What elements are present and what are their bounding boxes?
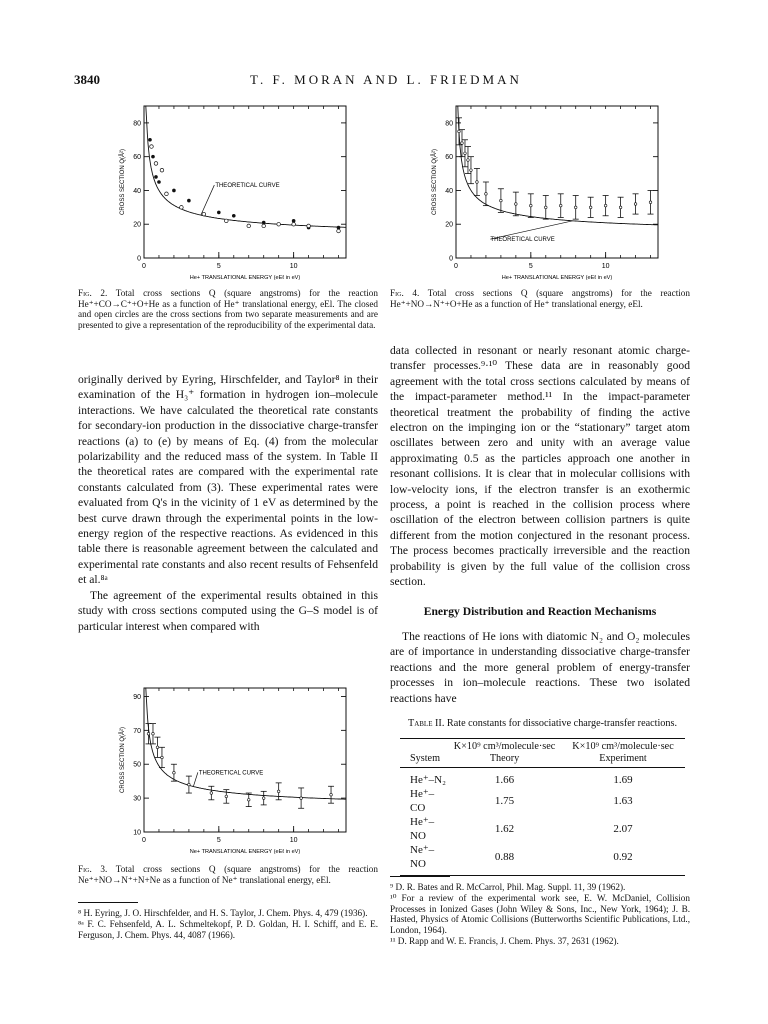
data-point — [467, 159, 470, 162]
y-tick-label: 80 — [445, 120, 453, 128]
x-tick-label: 0 — [454, 263, 458, 270]
closed-data-point — [172, 189, 176, 193]
table-row — [400, 787, 685, 815]
table-2 — [400, 718, 685, 876]
data-point — [574, 206, 577, 209]
data-point — [262, 797, 265, 800]
footnote-10: ¹⁰ For a review of the experimental work see, E. W. McDaniel, Collision Processes in Ionized Gases (John Wiley & Sons, Inc., New York, 1964); J. B. Hasted, Physics of Atomic Collisions (Butterworths Scientific Publications, Ltd., London, 1964). — [390, 892, 690, 936]
footnote-9: ⁹ D. R. Bates and R. McCarrol, Phil. Mag. Suppl. 11, 39 (1962). — [390, 882, 626, 892]
table-cell: 1.63 — [613, 795, 633, 807]
footnote-8a: ⁸ᵃ F. C. Fehsenfeld, A. L. Schmeltekopf, P. D. Goldan, H. I. Schiff, and E. E. Ferguson, J. Chem. Phys. 44, 4087 (1966). — [78, 918, 378, 940]
left-paragraph-1: originally derived by Eyring, Hirschfelder, and Taylor⁸ in their examination of the H₃⁺ formation in hydrogen ion–molecule interactions. We have calculated the theoretical rate constants for secondary-ion production in the dissociative charge-transfer reactions (a) to (e) by means of Eq. (4) from the molecular polarizability and the reduced mass of the system. In Table II the theoretical rates are compared with the experimental rate constants calculated from (3). These experimental rates were evaluated from Q's in the vicinity of 1 eV as determined by the best curve drawn through the experimental points in the low-energy region of the respective reactions. As evidenced in this table there is reasonable agreement between the calculated and experimental rate constants and also recent results of Fehsenfeld et al.⁸ᵃ — [78, 373, 378, 587]
y-tick-label: 60 — [133, 154, 141, 162]
table-row — [400, 815, 685, 843]
table-row — [400, 843, 685, 871]
x-axis-label: He+ TRANSLATIONAL ENERGY (eEℓ in eV) — [189, 275, 301, 281]
table-cell: 0.92 — [613, 851, 633, 863]
data-point — [173, 771, 176, 774]
data-point — [152, 732, 155, 735]
y-tick-label: 90 — [133, 693, 141, 701]
table-cell: 1.69 — [613, 774, 633, 786]
closed-data-point — [217, 211, 221, 215]
figure-3-caption-label: Fig. 3. — [78, 864, 108, 874]
data-point — [247, 799, 250, 802]
x-tick-label: 5 — [216, 837, 221, 844]
table-cell: 1.75 — [494, 795, 515, 807]
data-point — [476, 181, 479, 184]
plot-frame — [144, 688, 346, 832]
theoretical-curve — [146, 688, 346, 799]
open-data-point — [160, 168, 164, 172]
closed-data-point — [232, 214, 236, 218]
curve-label: THEORETICAL CURVE — [198, 770, 264, 777]
open-data-point — [180, 206, 184, 210]
data-point — [147, 732, 150, 735]
y-axis-label: CROSS SECTION Q(Å²) — [120, 148, 126, 216]
right-paragraph-1: data collected in resonant or nearly resonant atomic charge-transfer processes.⁹·¹⁰ These data are in reasonably good agreement with the total cross sections calculated by means of the impact-parameter method.¹¹ In the impact-parameter theoretical treatment the probability of finding the active electron on the impinging ion or the “stationary” target atom oscillates between zero and unity with an average value approximating 0.5 as the particles approach one another in resonant collisions. It is clear that in molecular collisions with low-velocity ions, if the electron transfer is an exothermic process, a point is reached in the collision process where oscillation of the electron between collision partners is quite different from the motion conjectured in the resonant process. The process becomes practically irreversible and the reaction probability is given by the full value of the collision cross section. — [390, 344, 690, 589]
y-tick-label: 50 — [133, 761, 141, 769]
data-point — [210, 792, 213, 795]
data-point — [530, 204, 533, 207]
data-point — [464, 152, 467, 155]
data-point — [649, 201, 652, 204]
table-cell: He⁺–CO — [410, 788, 435, 814]
figure-3-chart — [78, 678, 378, 856]
open-data-point — [165, 192, 169, 196]
closed-data-point — [187, 199, 191, 203]
data-point — [559, 204, 562, 207]
data-point — [300, 797, 303, 800]
open-data-point — [154, 162, 158, 166]
footnote-8: ⁸ H. Eyring, J. O. Hirschfelder, and H. S. Taylor, J. Chem. Phys. 4, 479 (1936). — [78, 908, 368, 918]
y-tick-label: 30 — [133, 795, 141, 803]
closed-data-point — [154, 175, 158, 179]
data-point — [544, 206, 547, 209]
data-point — [589, 206, 592, 209]
data-point — [225, 795, 228, 798]
x-tick-label: 0 — [142, 263, 146, 270]
data-point — [604, 204, 607, 207]
open-data-point — [262, 224, 266, 228]
left-paragraph-2: The agreement of the experimental results obtained in this study with cross sections computed using the G–S model is of particular interest when compared with — [78, 588, 378, 633]
right-column — [390, 343, 690, 706]
closed-data-point — [151, 155, 155, 159]
x-tick-label: 0 — [142, 837, 146, 844]
x-tick-label: 10 — [289, 837, 298, 844]
running-head: T. F. MORAN AND L. FRIEDMAN — [250, 72, 522, 87]
figure-2-caption-text: Total cross sections Q (square angstroms) for the reaction He⁺+CO→C⁺+O+He as a function of He⁺ translational energy, eEl. The closed and open circles are the cross sections from two separate measurements and are presented to give a representation of the reproducibility of the experimental data. — [78, 288, 378, 330]
y-axis-label: CROSS SECTION Q(Å²) — [120, 726, 126, 794]
left-footnote-rule — [78, 902, 138, 903]
open-data-point — [277, 222, 281, 226]
data-point — [277, 790, 280, 793]
left-footnotes — [78, 908, 378, 940]
open-data-point — [150, 145, 154, 149]
open-data-point — [247, 224, 251, 228]
y-axis-label: CROSS SECTION Q(Å²) — [432, 148, 438, 216]
data-point — [634, 203, 637, 206]
figure-2-chart — [78, 96, 378, 282]
table-cell: 2.07 — [613, 823, 633, 835]
table-row — [400, 768, 685, 788]
x-axis-label: He+ TRANSLATIONAL ENERGY (eEℓ in eV) — [501, 275, 613, 281]
y-tick-label: 40 — [445, 187, 453, 195]
data-point — [458, 130, 461, 133]
table-cell: 1.62 — [494, 823, 515, 835]
curve-leader — [201, 185, 214, 215]
table-2-title-text: Rate constants for dissociative charge-transfer reactions. — [446, 718, 677, 729]
open-data-point — [307, 224, 311, 228]
table-header-theory: K×10⁹ cm³/molecule·sec Theory — [453, 741, 556, 764]
curve-leader — [193, 772, 197, 786]
data-point — [470, 169, 473, 172]
table-2-grid — [400, 738, 685, 871]
x-axis-label: Ne+ TRANSLATIONAL ENERGY (eEℓ in eV) — [189, 849, 301, 855]
table-2-title — [400, 718, 685, 730]
table-header-experiment: K×10⁹ cm³/molecule·sec Experiment — [572, 741, 674, 764]
table-cell: He⁺–NO — [410, 816, 435, 842]
y-tick-label: 70 — [133, 727, 141, 735]
theoretical-curve — [146, 106, 346, 227]
data-point — [156, 746, 159, 749]
table-cell: 1.66 — [494, 774, 515, 786]
table-cell: Ne⁺–NO — [410, 844, 435, 870]
data-point — [461, 142, 464, 145]
closed-data-point — [157, 180, 161, 184]
right-paragraph-2: The reactions of He ions with diatomic N₂ and O₂ molecules are of importance in understanding dissociative charge-transfer reactions and the more general problem of energy-transfer processes in ion–molecule reactions. These two isolated reactions have — [390, 629, 690, 705]
y-tick-label: 20 — [133, 221, 141, 229]
theoretical-curve — [458, 106, 658, 225]
footnote-11: ¹¹ D. Rapp and W. E. Francis, J. Chem. Phys. 37, 2631 (1962). — [390, 935, 619, 946]
data-point — [161, 756, 164, 759]
figure-3-caption — [78, 864, 378, 885]
figure-2-caption — [78, 288, 378, 330]
data-point — [330, 793, 333, 796]
open-data-point — [292, 222, 296, 226]
figure-4-chart — [390, 96, 690, 282]
data-point — [500, 199, 503, 202]
x-tick-label: 5 — [528, 263, 533, 270]
x-tick-label: 10 — [289, 263, 298, 270]
plot-frame — [144, 106, 346, 258]
y-tick-label: 80 — [133, 120, 141, 128]
x-tick-label: 5 — [216, 263, 221, 270]
left-column — [78, 372, 378, 634]
figure-4-caption-label: Fig. 4. — [390, 288, 420, 298]
figure-4-caption — [390, 288, 690, 309]
curve-label: THEORETICAL CURVE — [215, 183, 280, 190]
y-tick-label: 60 — [445, 154, 453, 162]
section-heading: Energy Distribution and Reaction Mechanisms — [423, 604, 657, 618]
y-tick-label: 20 — [445, 221, 453, 229]
y-tick-label: 0 — [137, 255, 141, 263]
table-cell: He⁺–N₂ — [410, 774, 446, 786]
data-point — [515, 203, 518, 206]
closed-data-point — [148, 138, 152, 142]
data-point — [619, 206, 622, 209]
table-2-label: Table II. — [407, 718, 445, 729]
table-header-system: System — [410, 752, 441, 764]
y-tick-label: 10 — [133, 829, 141, 837]
x-tick-label: 10 — [601, 263, 610, 270]
right-footnotes — [390, 882, 690, 947]
table-cell: 0.88 — [494, 851, 515, 863]
y-tick-label: 40 — [133, 187, 141, 195]
figure-2-caption-label: Fig. 2. — [78, 288, 108, 298]
curve-label: THEORETICAL CURVE — [490, 237, 555, 244]
data-point — [485, 193, 488, 196]
figure-4-caption-text: Total cross sections Q (square angstroms) for the reaction He⁺+NO→N⁺+O+He as a function of He⁺ translational energy, eEl. — [390, 288, 690, 309]
page-number: 3840 — [74, 72, 100, 87]
open-data-point — [337, 229, 341, 233]
open-data-point — [224, 219, 228, 223]
figure-3-caption-text: Total cross sections Q (square angstroms) for the reaction Ne⁺+NO→N⁺+N+Ne as a function of Ne⁺ translational energy, eEl. — [78, 864, 378, 885]
data-point — [188, 783, 191, 786]
right-footnote-rule — [390, 876, 450, 877]
y-tick-label: 0 — [449, 255, 453, 263]
open-data-point — [202, 212, 206, 216]
